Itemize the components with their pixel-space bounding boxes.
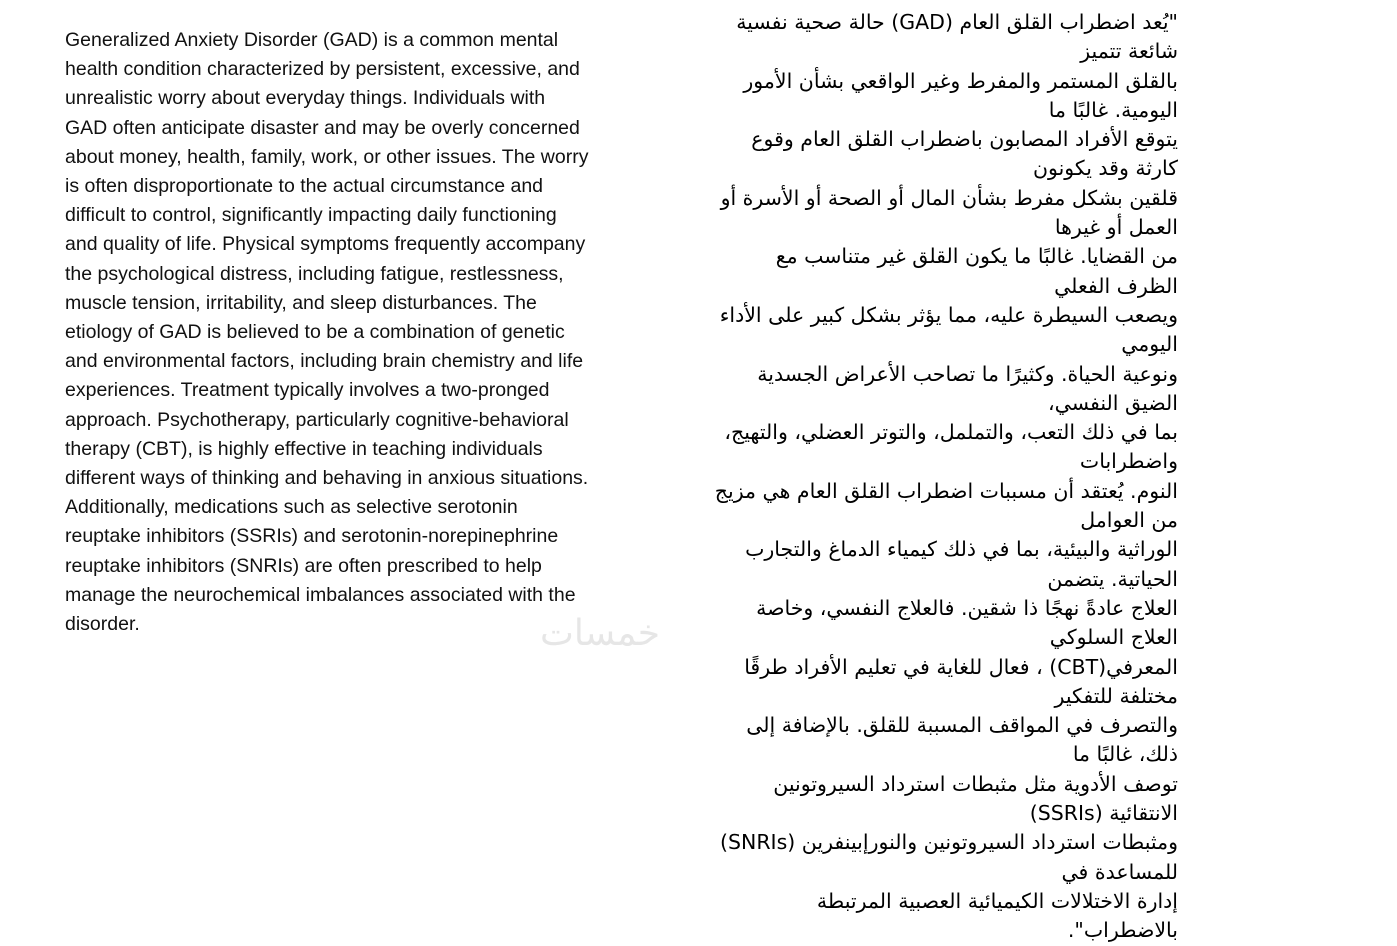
english-text-line: approach. Psychotherapy, particularly cognitive-behavioral xyxy=(65,408,569,431)
english-text-line: reuptake inhibitors (SSRIs) and serotonin-norepinephrine xyxy=(65,525,559,548)
arabic-text-line: ومثبطات استرداد السيروتونين والنورإبينفرين (SNRIs) للمساعدة في xyxy=(719,830,1178,884)
english-text-line: Generalized Anxiety Disorder (GAD) is a common mental xyxy=(65,29,559,51)
english-text-line: experiences. Treatment typically involves a two-pronged xyxy=(65,379,550,402)
english-text-line: manage the neurochemical imbalances associated with the xyxy=(65,583,576,606)
english-text-line: is often disproportionate to the actual circumstance and xyxy=(65,175,544,198)
arabic-text-line: يتوقع الأفراد المصابون باضطراب القلق العام وقوع كارثة وقد يكونون xyxy=(751,127,1178,181)
english-text-line: health condition characterized by persistent, excessive, and xyxy=(65,58,580,81)
english-text-line: the psychological distress, including fatigue, restlessness, xyxy=(65,262,564,285)
arabic-text-line: النوم. يُعتقد أن مسببات اضطراب القلق العام هي مزيج من العوامل xyxy=(714,478,1178,533)
english-text-line: GAD often anticipate disaster and may be overly concerned xyxy=(65,116,580,139)
arabic-text-line: ونوعية الحياة. وكثيرًا ما تصاحب الأعراض الجسدية الضيق النفسي، xyxy=(757,361,1178,415)
arabic-paragraph xyxy=(712,8,1178,946)
english-text-line: and environmental factors, including brain chemistry and life xyxy=(65,350,584,373)
arabic-text-line: الوراثية والبيئية، بما في ذلك كيمياء الدماغ والتجارب الحياتية. يتضمن xyxy=(745,537,1178,591)
english-text-line: muscle tension, irritability, and sleep disturbances. The xyxy=(65,291,537,314)
english-text-line: unrealistic worry about everyday things. Individuals with xyxy=(65,87,546,110)
arabic-text-line: توصف الأدوية مثل مثبطات استرداد السيروتونين الانتقائية (SSRIs) xyxy=(773,771,1178,826)
arabic-text-line: من القضايا. غالبًا ما يكون القلق غير متناسب مع الظرف الفعلي xyxy=(775,244,1178,298)
watermark-logo: خمسات xyxy=(540,613,661,654)
arabic-text-line: قلقين بشكل مفرط بشأن المال أو الصحة أو الأسرة أو العمل أو غيرها xyxy=(720,185,1178,240)
english-text-line: difficult to control, significantly impacting daily functioning xyxy=(65,204,557,227)
english-text-line: reuptake inhibitors (SNRIs) are often prescribed to help xyxy=(65,554,542,577)
arabic-text-line: "يُعد اضطراب القلق العام (GAD) حالة صحية نفسية شائعة تتميز xyxy=(736,10,1178,64)
arabic-text-line: بما في ذلك التعب، والتململ، والتوتر العضلي، والتهيج، واضطرابات xyxy=(724,420,1178,474)
english-text-line: different ways of thinking and behaving in anxious situations. xyxy=(65,467,589,490)
arabic-text-line: والتصرف في المواقف المسببة للقلق. بالإضافة إلى ذلك، غالبًا ما xyxy=(746,713,1178,767)
english-text-line: etiology of GAD is believed to be a combination of genetic xyxy=(65,321,565,344)
english-text-line: Additionally, medications such as selective serotonin xyxy=(65,496,518,519)
english-text-line: disorder. xyxy=(65,613,140,636)
arabic-text-line: بالقلق المستمر والمفرط وغير الواقعي بشأن الأمور اليومية. غالبًا ما xyxy=(743,68,1178,122)
english-text-line: about money, health, family, work, or other issues. The worry xyxy=(65,145,589,168)
english-text-line: and quality of life. Physical symptoms frequently accompany xyxy=(65,233,586,256)
english-paragraph xyxy=(65,26,690,639)
arabic-text-line: المعرفي(CBT) ، فعال للغاية في تعليم الأفراد طرقًا مختلفة للتفكير xyxy=(744,654,1178,708)
english-text-line: therapy (CBT), is highly effective in teaching individuals xyxy=(65,437,543,460)
arabic-text-line: ويصعب السيطرة عليه، مما يؤثر بشكل كبير على الأداء اليومي xyxy=(719,302,1178,357)
arabic-text-line: إدارة الاختلالات الكيميائية العصبية المرتبطة بالاضطراب". xyxy=(816,888,1178,943)
arabic-text-line: العلاج عادةً نهجًا ذا شقين. فالعلاج النفسي، وخاصة العلاج السلوكي xyxy=(756,595,1178,650)
